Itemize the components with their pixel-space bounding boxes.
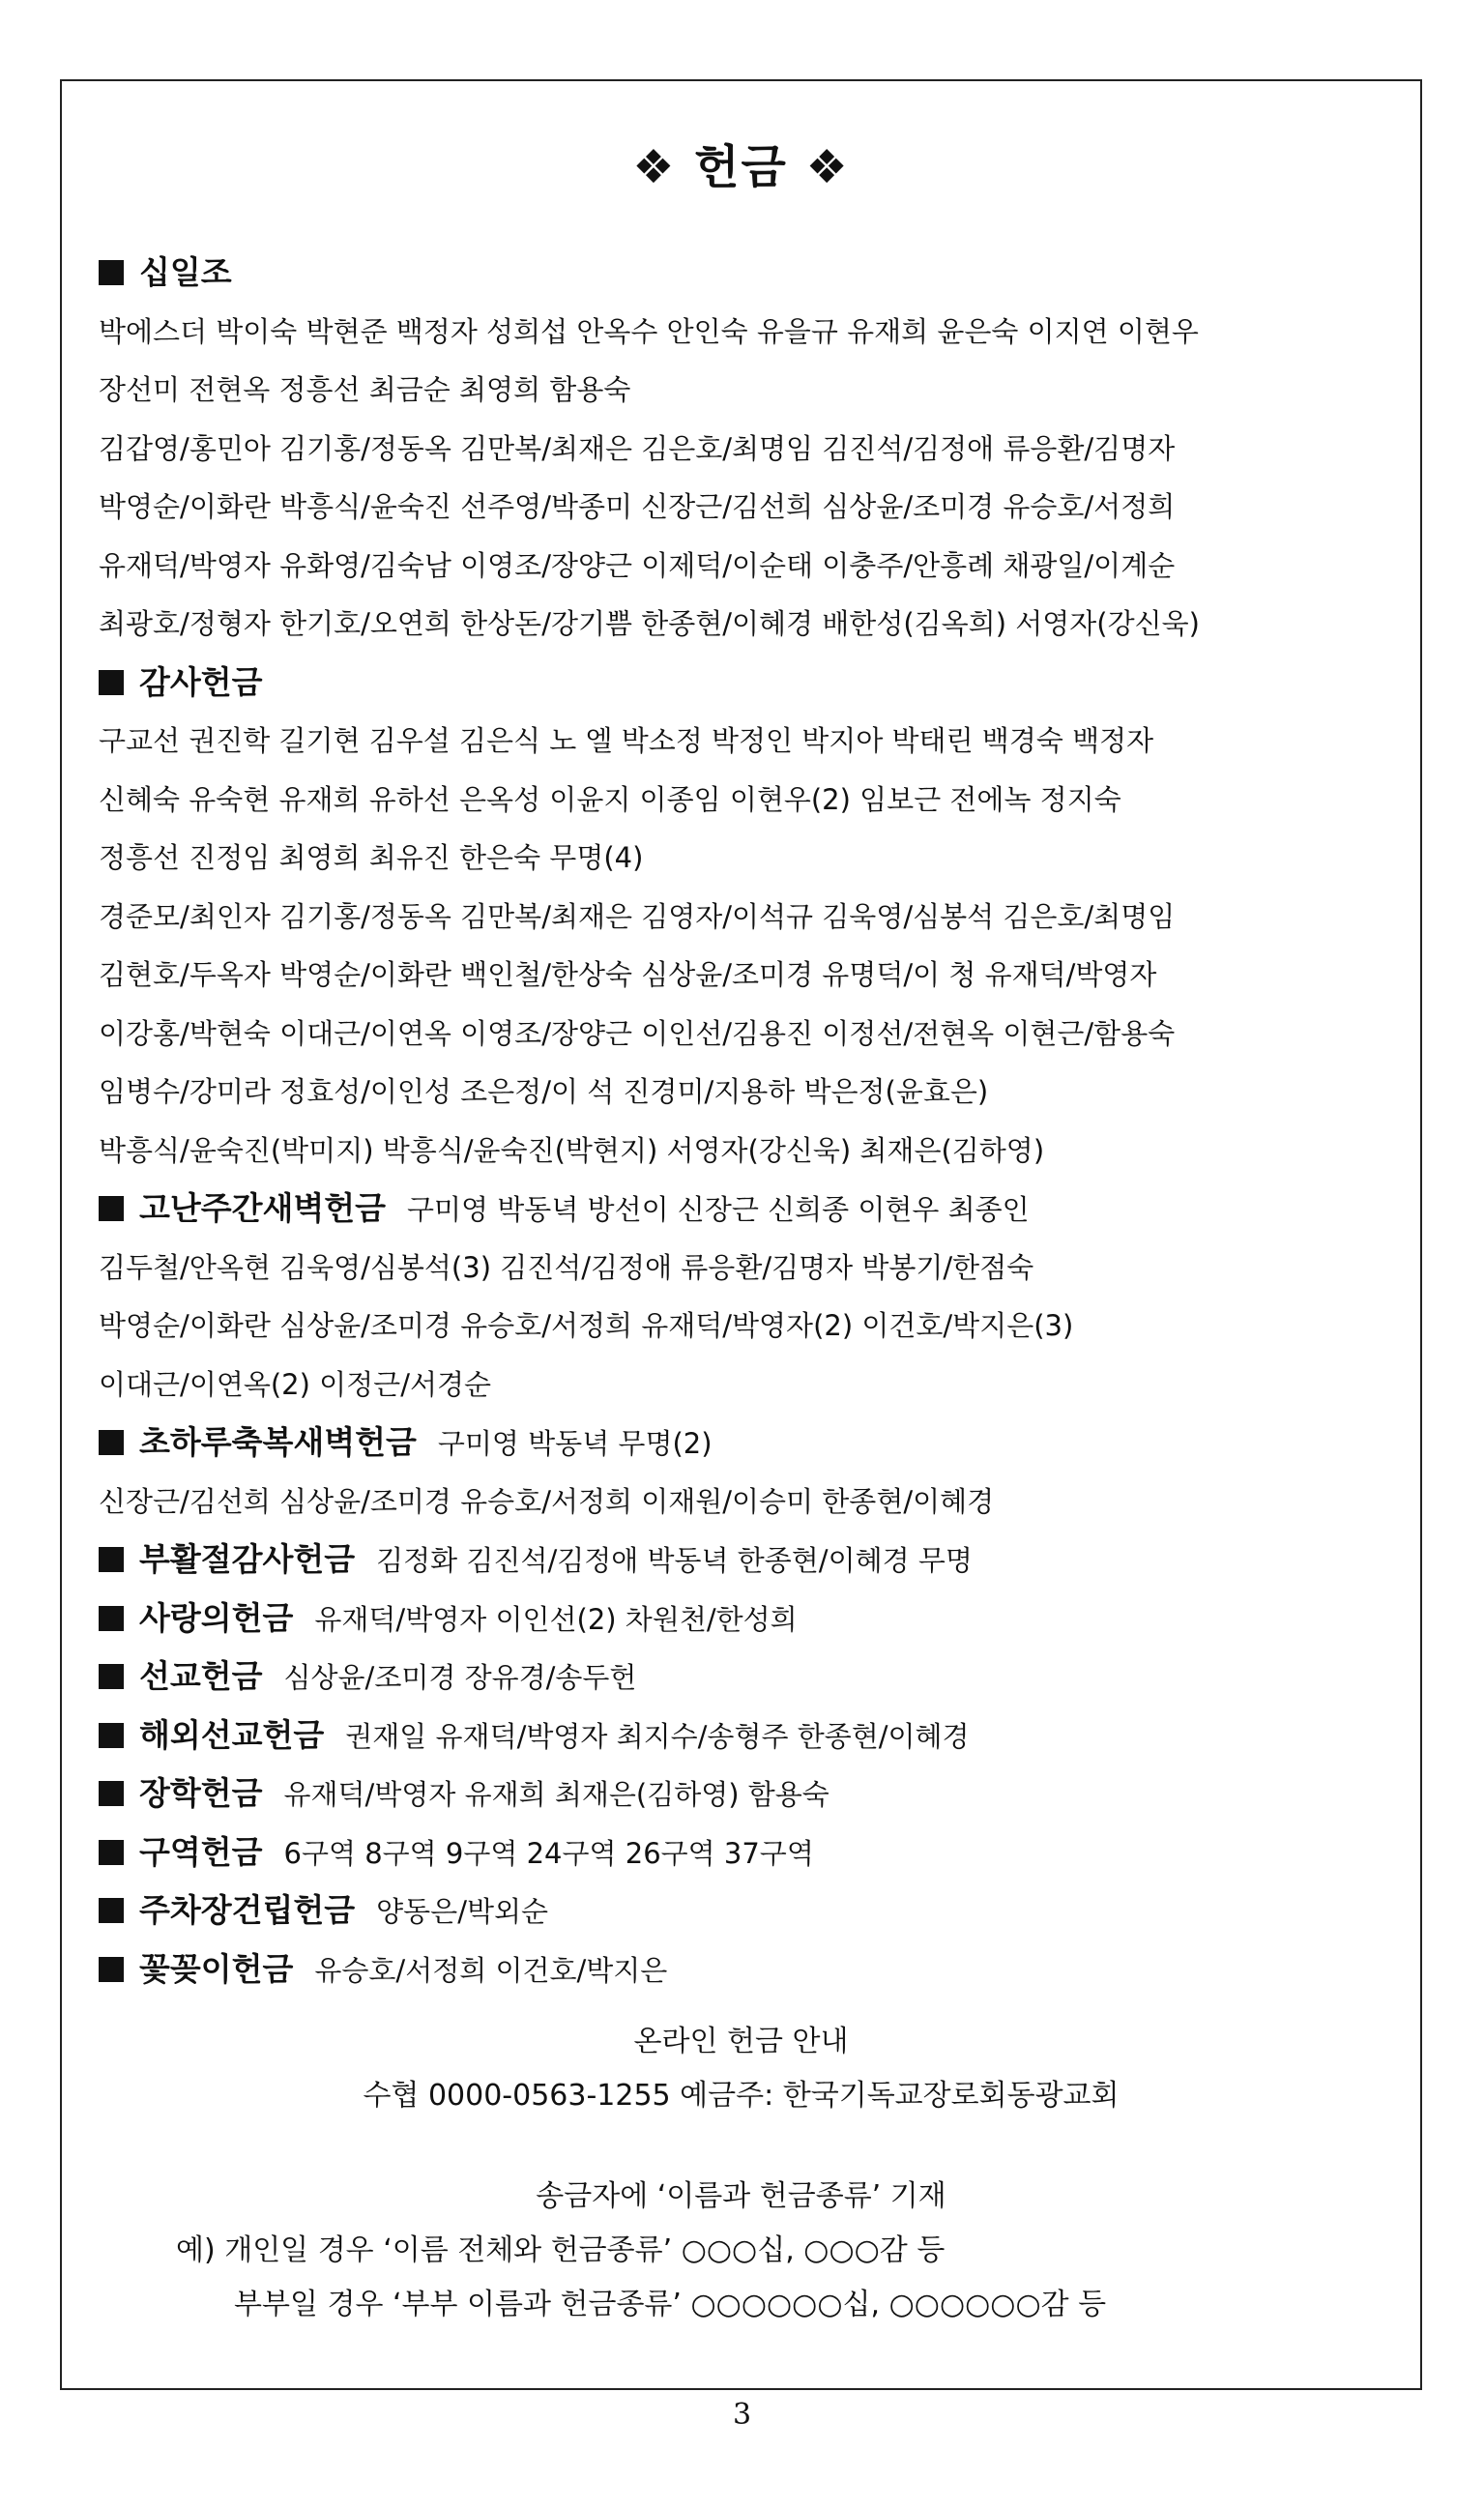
square-bullet-icon [99,1664,124,1689]
name-line: 장선미 전현옥 정흥선 최금순 최영희 함용숙 [99,373,631,406]
name-line: 이강홍/박현숙 이대근/이연옥 이영조/장양근 이인선/김용진 이정선/전현옥 이현근/함용숙 [99,1016,1176,1050]
name-line: 김두철/안옥현 김욱영/심봉석(3) 김진석/김정애 류응환/김명자 박봉기/한점숙 [99,1250,1034,1284]
section-head: 초하루축복새벽헌금 [139,1423,417,1461]
section-inline-names: 김정화 김진석/김정애 박동녁 한종현/이혜경 무명 [376,1544,973,1577]
section-overseas-mission [99,1707,1391,1765]
name-line: 이대근/이연옥(2) 이정근/서경순 [99,1367,492,1401]
section-inline-names: 유재덕/박영자 유재희 최재은(김하영) 함용숙 [283,1778,829,1811]
square-bullet-icon [99,1723,124,1748]
notice-title: 온라인 헌금 안내 [633,2025,849,2058]
name-line: 구교선 권진학 길기현 김우설 김은식 노 엘 박소정 박정인 박지아 박태린 백경숙 백정자 [99,724,1154,757]
notice-example-couple: 부부일 경우 ‘부부 이름과 헌금종류’ ○○○○○○십, ○○○○○○감 등 [234,2288,1107,2321]
section-inline-names: 권재일 유재덕/박영자 최지수/송형주 한종현/이혜경 [345,1719,970,1753]
name-line: 박흥식/윤숙진(박미지) 박흥식/윤숙진(박현지) 서영자(강신욱) 최재은(김하영) [99,1133,1045,1167]
square-bullet-icon [99,1781,124,1806]
section-head: 부활절감사헌금 [139,1540,356,1578]
offering-body [99,244,1391,1998]
section-head: 선교헌금 [139,1657,263,1695]
section-flower [99,1940,1391,1999]
section-inline-names: 구미영 박동녁 무명(2) [437,1427,713,1460]
notice-spacer [62,2123,1420,2170]
section-head: 십일조 [139,253,232,291]
section-head: 감사헌금 [139,662,263,701]
section-mission [99,1648,1391,1707]
notice-example-individual: 예) 개인일 경우 ‘이름 전체와 헌금종류’ ○○○십, ○○○감 등 [176,2233,946,2267]
section-parking [99,1882,1391,1940]
name-line: 최광호/정형자 한기호/오연희 한상돈/강기쁨 한종현/이혜경 배한성(김옥희) 서영자(강신욱) [99,607,1200,640]
name-line: 임병수/강미라 정효성/이인성 조은정/이 석 진경미/지용하 박은정(윤효은) [99,1075,989,1108]
section-love [99,1590,1391,1648]
section-head: 장학헌금 [139,1774,263,1812]
name-line: 박에스더 박이숙 박현준 백정자 성희섭 안옥수 안인숙 유을규 유재희 윤은숙 이지연 이현우 [99,314,1199,348]
section-district [99,1823,1391,1882]
section-inline-names: 유승호/서정희 이건호/박지은 [314,1953,668,1987]
square-bullet-icon [99,1898,124,1923]
offering-list-frame [60,79,1422,2390]
section-inline-names: 유재덕/박영자 이인선(2) 차원천/한성희 [314,1602,798,1636]
section-head: 주차장건립헌금 [139,1891,356,1929]
section-head: 사랑의헌금 [139,1598,294,1637]
section-head: 해외선교헌금 [139,1715,325,1754]
square-bullet-icon [99,1196,124,1221]
section-head: 고난주간새벽헌금 [139,1189,387,1227]
section-inline-names: 양동은/박외순 [376,1895,549,1928]
page-title: ❖ 헌금 ❖ [632,140,850,194]
section-inline-names: 심상윤/조미경 장유경/송두헌 [283,1661,637,1694]
name-line: 박영순/이화란 박흥식/윤숙진 선주영/박종미 신장근/김선희 심상윤/조미경 유승호/서정희 [99,490,1176,523]
section-easter [99,1531,1391,1590]
square-bullet-icon [99,1606,124,1631]
name-line: 유재덕/박영자 유화영/김숙남 이영조/장양근 이제덕/이순태 이충주/안흥례 채광일/이계순 [99,548,1176,582]
section-inline-names: 구미영 박동녁 방선이 신장근 신희종 이현우 최종인 [407,1193,1030,1226]
square-bullet-icon [99,670,124,695]
square-bullet-icon [99,1840,124,1865]
section-tithe [99,244,1391,303]
section-head: 꽃꽂이헌금 [139,1949,294,1988]
section-thanks [99,654,1391,713]
name-line: 김현호/두옥자 박영순/이화란 백인철/한상숙 심상윤/조미경 유명덕/이 청 유재덕/박영자 [99,958,1157,991]
name-line: 신혜숙 유숙현 유재희 유하선 은옥성 이윤지 이종임 이현우(2) 임보근 전에녹 정지숙 [99,782,1121,816]
name-line: 경준모/최인자 김기홍/정동옥 김만복/최재은 김영자/이석규 김욱영/심봉석 김은호/최명임 [99,899,1176,933]
section-scholarship [99,1765,1391,1823]
page-number: 3 [732,2398,752,2432]
name-line: 김갑영/홍민아 김기홍/정동옥 김만복/최재은 김은호/최명임 김진석/김정애 류응환/김명자 [99,431,1176,465]
online-offering-notice [62,2015,1420,2332]
section-first-day [99,1414,1391,1473]
section-head: 구역헌금 [139,1832,263,1871]
section-inline-names: 6구역 8구역 9구역 24구역 26구역 37구역 [283,1836,814,1870]
square-bullet-icon [99,1547,124,1572]
square-bullet-icon [99,1957,124,1982]
name-line: 신장근/김선희 심상윤/조미경 유승호/서정희 이재원/이승미 한종현/이혜경 [99,1484,995,1518]
notice-instruction: 송금자에 ‘이름과 헌금종류’ 기재 [536,2179,946,2213]
square-bullet-icon [99,260,124,285]
square-bullet-icon [99,1430,124,1455]
name-line: 박영순/이화란 심상윤/조미경 유승호/서정희 유재덕/박영자(2) 이건호/박지은(3) [99,1309,1074,1342]
name-line: 정흥선 진정임 최영희 최유진 한은숙 무명(4) [99,841,644,874]
notice-account: 수협 0000-0563-1255 예금주: 한국기독교장로회동광교회 [363,2079,1120,2113]
section-passion-week [99,1180,1391,1239]
